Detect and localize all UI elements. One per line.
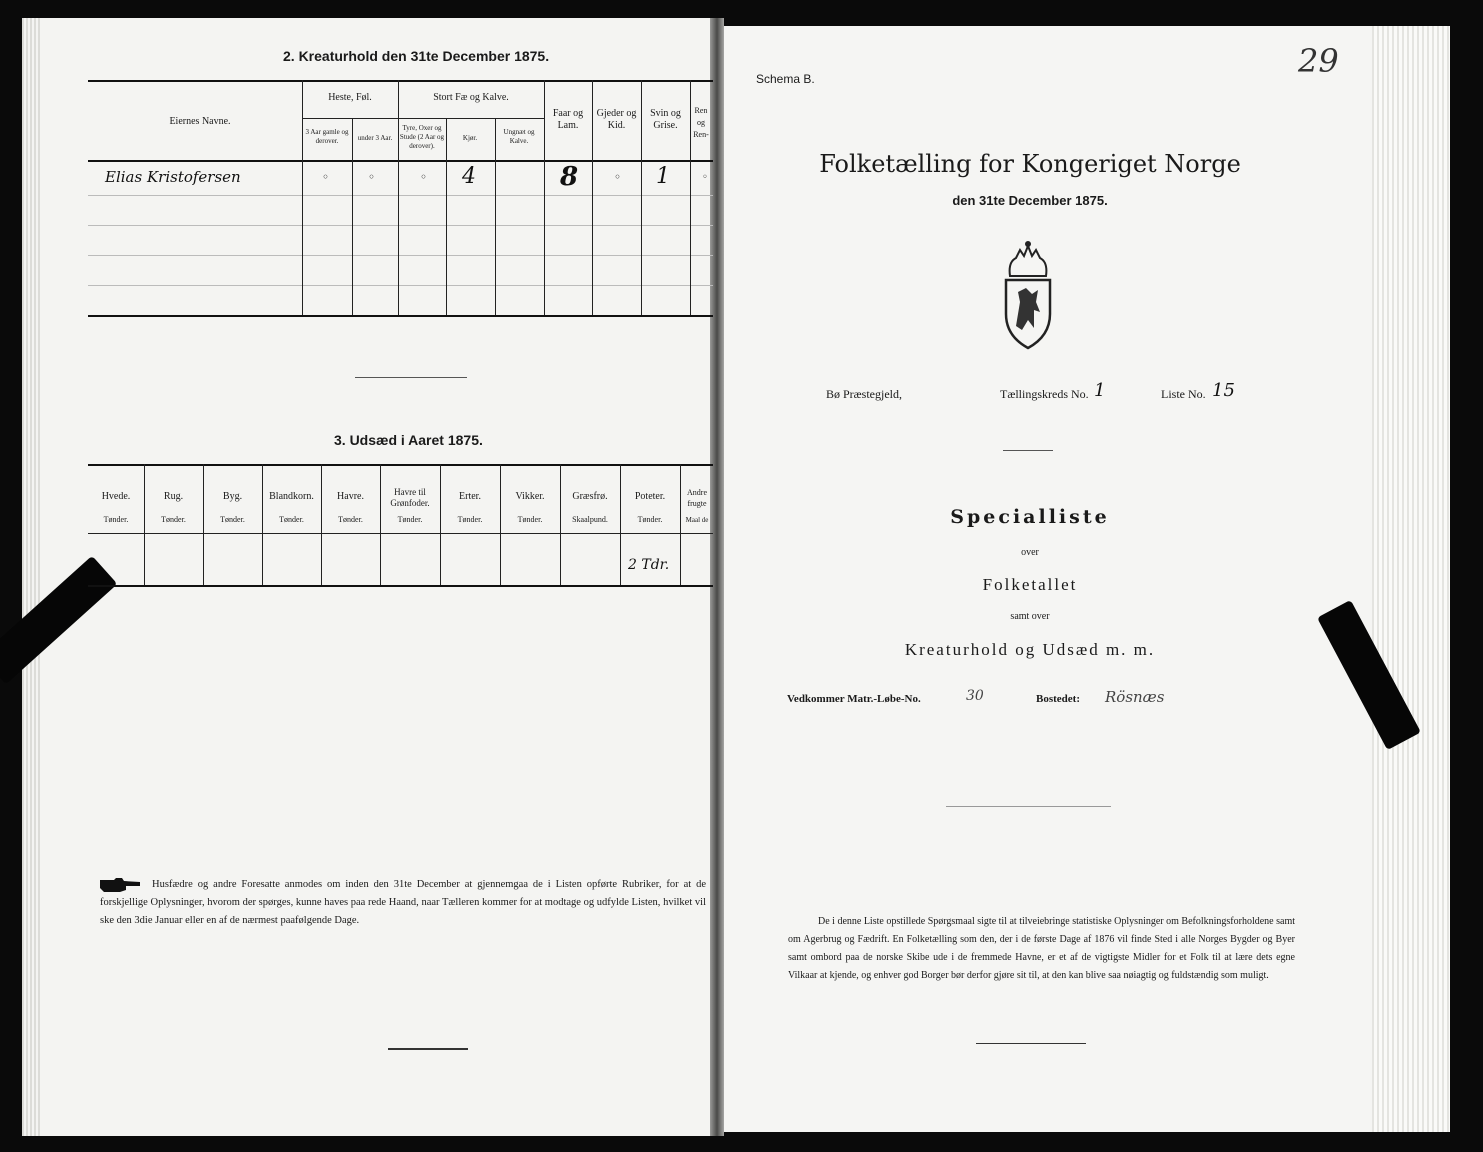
unit-1: Tønder. (161, 515, 186, 524)
sow-graesfro: Græsfrø. (572, 491, 608, 502)
samt-over-label: samt over (1010, 611, 1050, 622)
col-svin: Svin og Grise. (650, 108, 681, 131)
col-ungnaet: Ungnæt og Kalve. (503, 128, 535, 145)
val-kjor: 4 (462, 164, 476, 189)
col-gjeder: Gjeder og Kid. (596, 108, 637, 131)
sow-blandkorn: Blandkorn. (269, 491, 314, 502)
group-stort-fae: Stort Fæ og Kalve. (433, 92, 509, 103)
sow-poteter: Poteter. (634, 491, 666, 502)
section3-title: 3. Udsæd i Aaret 1875. (334, 432, 483, 448)
folketallet-label: Folketallet (982, 575, 1078, 594)
col-faar: Faar og Lam. (552, 108, 584, 131)
owner-name: Elias Kristofersen (105, 168, 241, 186)
sow-andre: Andre frugte (687, 488, 707, 508)
unit-0: Tønder. (103, 515, 129, 524)
unit-5: Tønder. (397, 515, 423, 524)
kreds-label: Tællingskreds No. (1000, 387, 1089, 401)
footer-text: De i denne Liste opstillede Spørgsmaal sigte til at tilveiebringe statistiske Oplysninger om Befolkningsforholdene samt om Agerbrug og Fædrift. En Folketælling som den, der i de første Dage af 1876 vil finde Sted i alle Norges Bygder og Byer samt ombord paa de norske Skibe ude i de fremmede Havne, er et af de vigtigste Midler for et Folk til at lære dets egne Vilkaar at kjende, og enhver god Borger bør derfor gjøre sit til, at den kan blive saa nøiagtig og fuldstændig som muligt. (788, 916, 1295, 981)
sow-vikker: Vikker. (515, 491, 545, 502)
sow-havre: Havre. (337, 491, 364, 502)
unit-3: Tønder. (279, 515, 304, 524)
val-3aar: ◦ (322, 170, 330, 184)
val-poteter: 2 Tdr. (628, 557, 670, 573)
main-subtitle: den 31te December 1875. (952, 193, 1108, 208)
liste-value: 15 (1212, 380, 1235, 401)
unit-7: Tønder. (517, 515, 543, 524)
unit-4: Tønder. (338, 515, 363, 524)
kreaturhold-label: Kreaturhold og Udsæd m. m. (904, 640, 1156, 659)
sow-erter: Erter. (459, 491, 481, 502)
left-page-edge (22, 18, 42, 1136)
matr-label: Vedkommer Matr.-Løbe-No. (787, 693, 921, 705)
prestegjeld-label: Bø Præstegjeld, (826, 387, 903, 401)
val-ren: ◦ (702, 172, 708, 183)
col-3aar: 3 Aar gamle og derover. (305, 128, 349, 145)
val-faar: 8 (560, 162, 579, 192)
main-title: Folketælling for Kongeriget Norge (819, 150, 1241, 178)
over-label: over (1021, 547, 1039, 558)
sow-byg: Byg. (222, 491, 243, 502)
val-gjeder: ◦ (614, 170, 622, 184)
matr-value: 30 (966, 688, 984, 704)
col-kjor: Kjør. (462, 134, 478, 142)
group-heste: Heste, Føl. (328, 92, 372, 103)
schema-label: Schema B. (756, 72, 815, 86)
liste-label: Liste No. (1161, 387, 1206, 401)
sow-rug: Rug. (163, 491, 184, 502)
sow-havre-gron: Havre til Grønfoder. (390, 487, 430, 508)
right-page-edge (1372, 26, 1450, 1132)
page-number: 29 (1298, 42, 1339, 80)
unit-6: Tønder. (457, 515, 483, 524)
owner-header: Eiernes Navne. (169, 116, 231, 127)
specialliste-title: Specialliste (950, 506, 1110, 528)
col-ren: Ren og Ren- (693, 106, 709, 139)
bosted-value: Rösnæs (1105, 688, 1165, 706)
unit-10: Maal de (685, 516, 709, 524)
sow-hvede: Hvede. (101, 491, 131, 502)
coat-of-arms-icon (1000, 240, 1056, 350)
col-under3: under 3 Aar. (357, 134, 393, 142)
kreds-value: 1 (1094, 380, 1106, 401)
unit-8: Skaalpund. (572, 515, 608, 524)
unit-9: Tønder. (637, 515, 663, 524)
notice-text: Husfædre og andre Foresatte anmodes om inden den 31te December at gjennemgaa de i Listen opførte Rubriker, for at de forskjellige Oplysninger, hvorom der spørges, kunne haves paa rede Haand, naar Tælleren kommer for at modtage og udfylde Listen, hvilket vil ske den 3die Januar eller en af de nærmest paafølgende Dage. (100, 879, 706, 926)
bosted-label: Bostedet: (1036, 693, 1080, 705)
val-under3: ◦ (368, 170, 376, 184)
section2-title: 2. Kreaturhold den 31te December 1875. (283, 48, 550, 64)
unit-2: Tønder. (220, 515, 245, 524)
val-tyre: ◦ (420, 170, 428, 184)
col-tyre: Tyre, Oxer og Stude (2 Aar og derover). (399, 124, 445, 150)
val-svin: 1 (656, 164, 670, 189)
